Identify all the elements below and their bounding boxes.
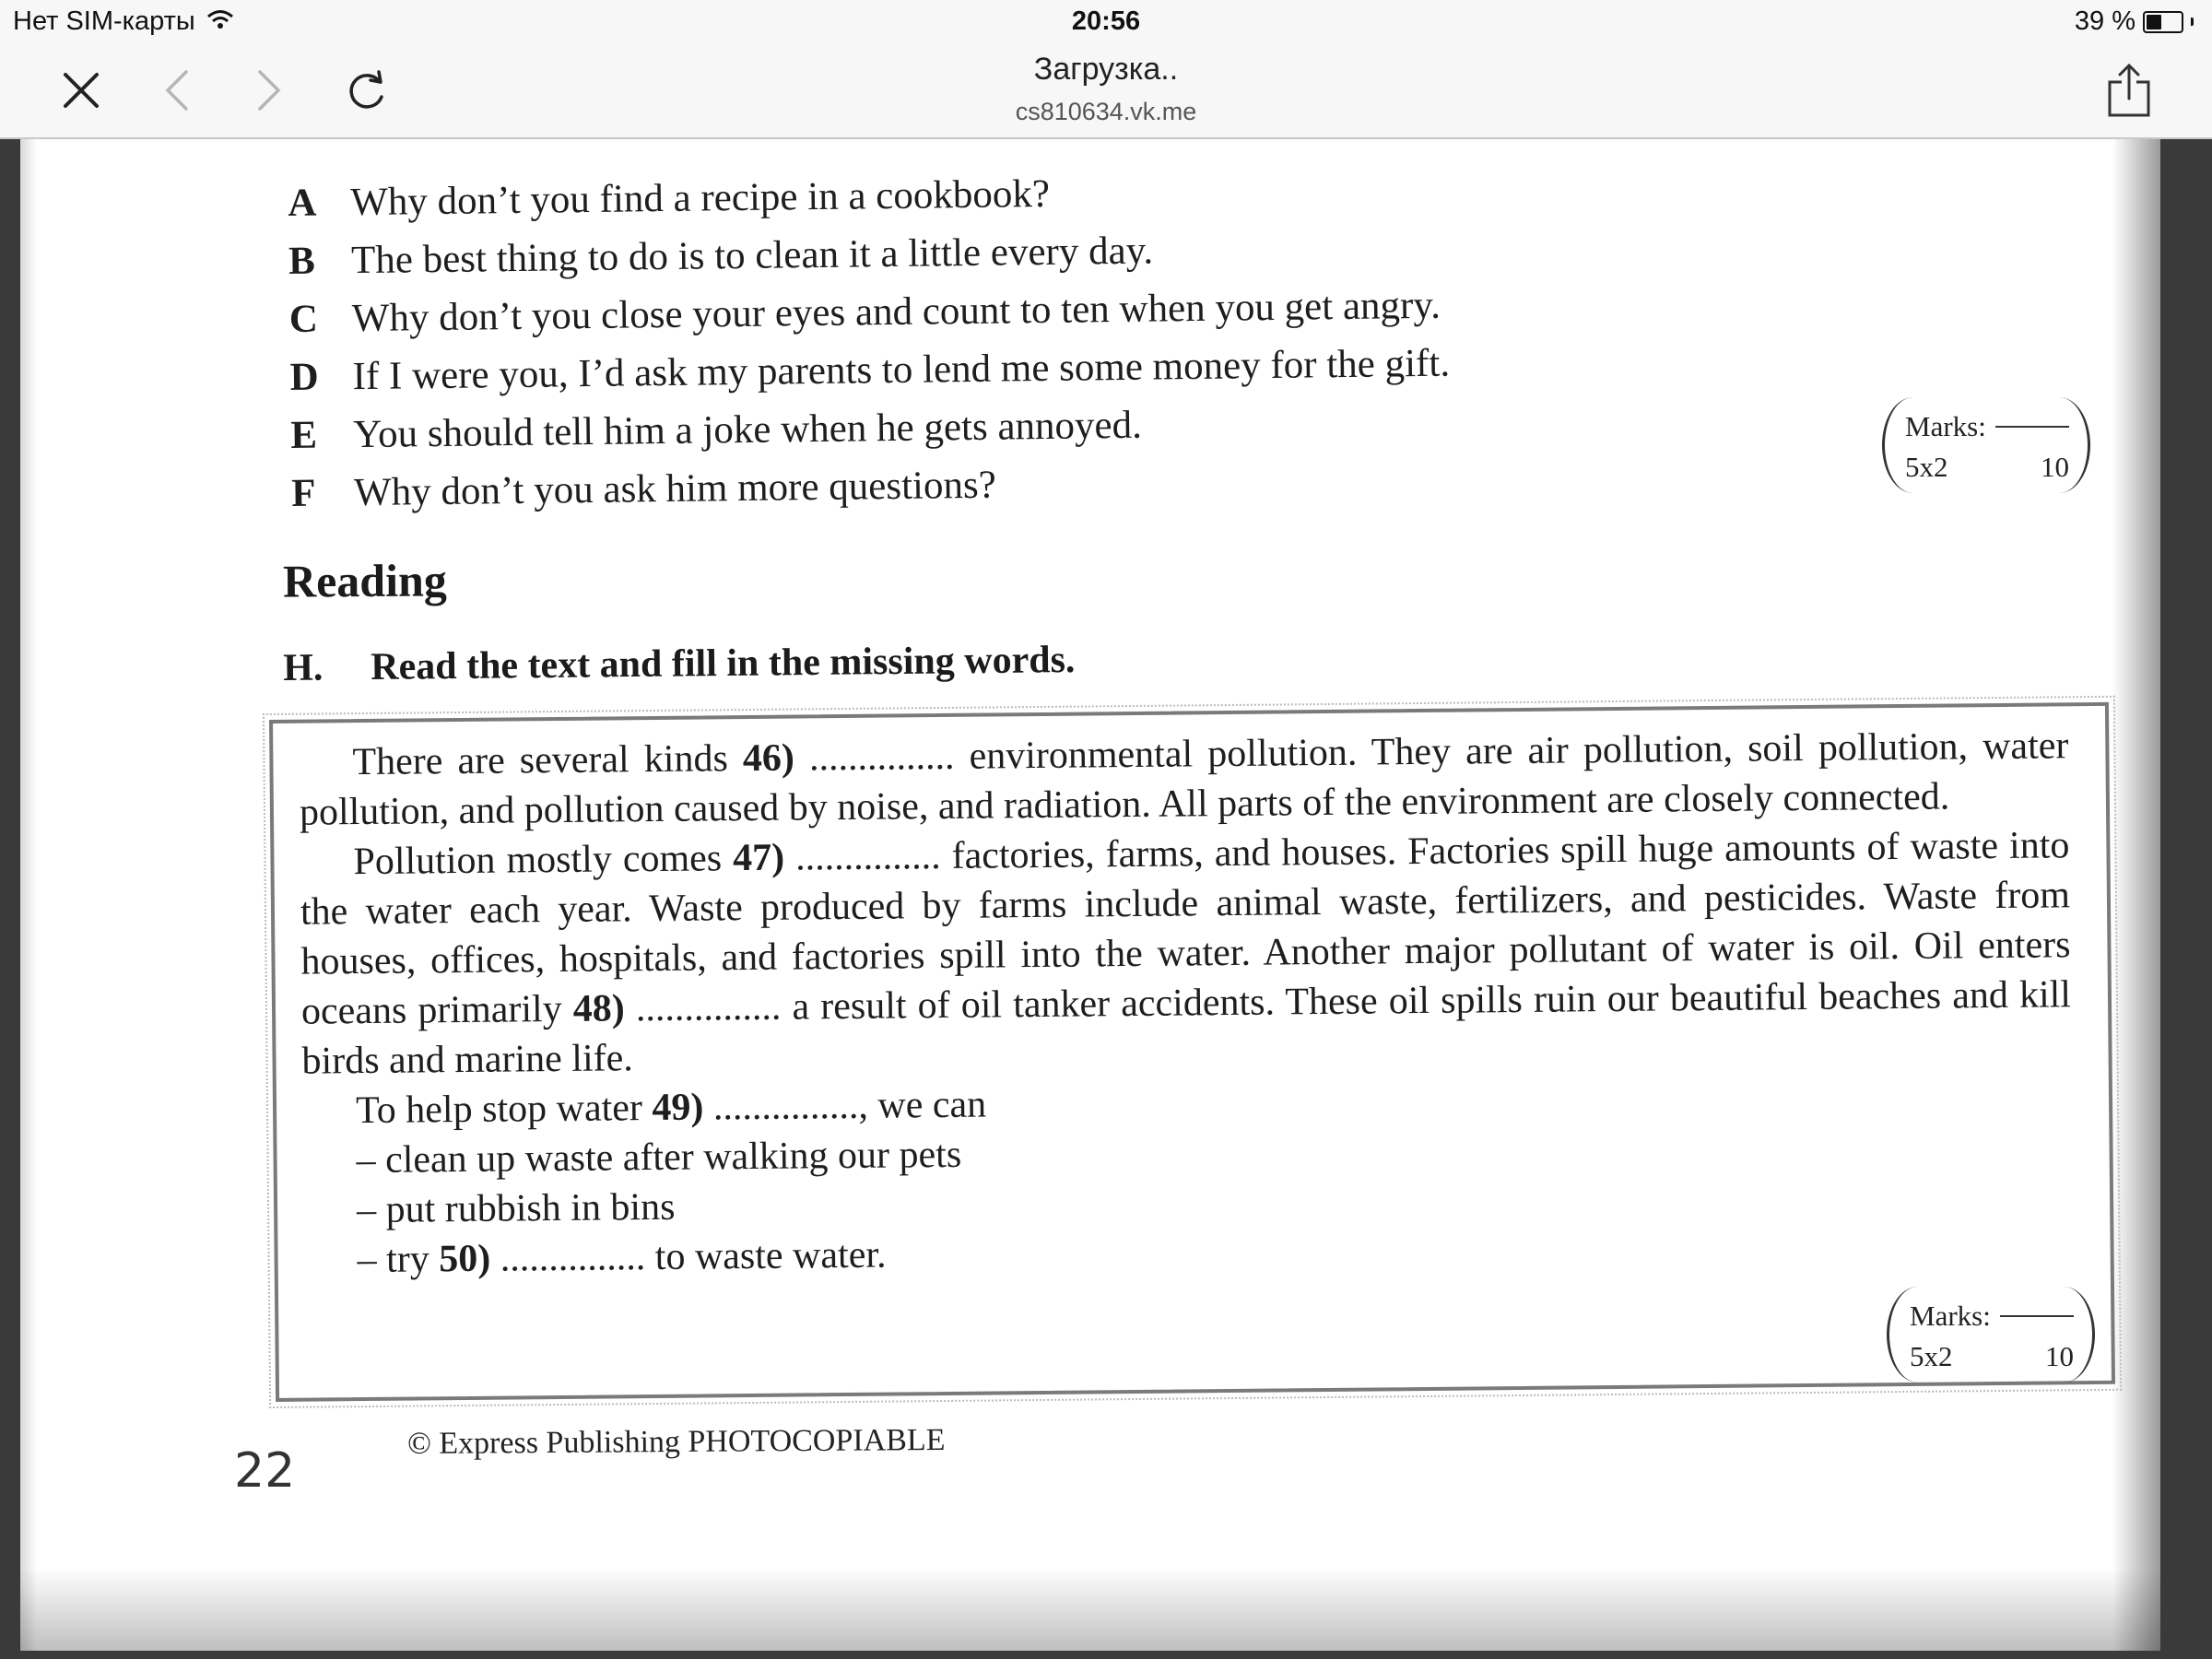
marks-rule — [2000, 1315, 2074, 1317]
option-letter: A — [288, 181, 317, 225]
option-text: Why don’t you ask him more questions? — [353, 463, 997, 515]
passage-text: ............... factories, farms, and houses. Factories spill huge amounts of waste into the water each year. Waste produced by farms include animal waste, fertilizers, and pesticides. Waste from houses, offices, hospitals, and factories spill into the water. Another major pollutant of water is oil. Oil enters oceans primarily — [300, 824, 2071, 1033]
marks-box-options — [1882, 397, 2090, 493]
share-icon[interactable] — [2101, 63, 2157, 118]
passage-paragraph-2 — [300, 820, 2072, 1086]
status-bar — [0, 0, 2212, 46]
passage-text: Pollution mostly comes — [353, 837, 734, 884]
copyright-footer: © Express Publishing PHOTOCOPIABLE — [406, 1422, 946, 1462]
option-letter: D — [289, 355, 319, 399]
option-text: Why don’t you close your eyes and count to ten when you get angry. — [351, 283, 1441, 341]
passage-text: ............... environmental pollution. They are air pollution, soil pollution, water pollution, and pollution caused by noise, and radiation. All parts of the environment are closely connected. — [299, 724, 2069, 834]
bullet-item: – put rubbish in bins — [356, 1185, 676, 1232]
option-letter: E — [290, 413, 318, 457]
passage-text: ............... to waste water. — [490, 1233, 887, 1280]
carrier-label: Нет SIM-карты — [13, 6, 195, 36]
page-title: Загрузка.. — [1033, 52, 1179, 87]
status-time: 20:56 — [1071, 6, 1141, 36]
passage-text: To help stop water — [355, 1087, 653, 1133]
url-label[interactable]: cs810634.vk.me — [1015, 98, 1197, 125]
document-viewer[interactable] — [0, 139, 2212, 1659]
marks-box-reading — [1887, 1287, 2095, 1382]
reading-passage-box — [269, 702, 2115, 1402]
gap-number-46: 46) — [742, 736, 795, 781]
marks-label: Marks: — [1905, 410, 1986, 442]
marks-rule — [1995, 426, 2069, 428]
marks-total: 10 — [2041, 451, 2069, 483]
gap-number-48: 48) — [572, 987, 626, 1030]
marks-formula: 5x2 — [1905, 451, 1948, 483]
gap-number-49: 49) — [652, 1086, 704, 1130]
gap-number-50: 50) — [439, 1237, 491, 1281]
marks-label: Marks: — [1910, 1300, 1991, 1332]
gap-number-47: 47) — [732, 836, 785, 880]
option-letter: C — [288, 297, 319, 341]
option-text: Why don’t you find a recipe in a cookbook? — [350, 171, 1051, 225]
marks-total: 10 — [2045, 1340, 2074, 1372]
answer-options — [288, 167, 1452, 529]
cut-off-text-line — [334, 139, 1053, 146]
battery-nub — [2191, 18, 2194, 26]
option-letter: B — [288, 239, 316, 283]
option-letter: F — [290, 471, 316, 515]
task-number: H. — [283, 646, 324, 689]
bullet-item: – clean up waste after walking our pets — [356, 1133, 962, 1182]
option-text: The best thing to do is to clean it a little every day. — [350, 229, 1154, 283]
page-number: 22 — [234, 1443, 296, 1499]
passage-text: – try — [357, 1238, 440, 1282]
passage-paragraph-1 — [299, 721, 2069, 837]
section-heading: Reading — [282, 554, 448, 607]
browser-toolbar — [0, 46, 2212, 139]
task-instruction — [283, 638, 1076, 690]
task-text: Read the text and fill in the missing words. — [371, 639, 1076, 689]
option-text: You should tell him a joke when he gets annoyed. — [353, 403, 1143, 457]
battery-percent: 39 % — [2074, 6, 2136, 36]
passage-text: ............... a result of oil tanker accidents. These oil spills ruin our beautiful beaches and kill birds and marine life. — [301, 973, 2072, 1083]
passage-text: There are several kinds — [352, 737, 744, 784]
document-page — [20, 139, 2160, 1651]
passage-text: ..............., we can — [703, 1083, 987, 1129]
battery-icon — [2143, 11, 2183, 33]
marks-formula: 5x2 — [1910, 1340, 1953, 1372]
page-shadow — [20, 1568, 2160, 1651]
option-text: If I were you, I’d ask my parents to lend me some money for the gift. — [352, 341, 1451, 399]
